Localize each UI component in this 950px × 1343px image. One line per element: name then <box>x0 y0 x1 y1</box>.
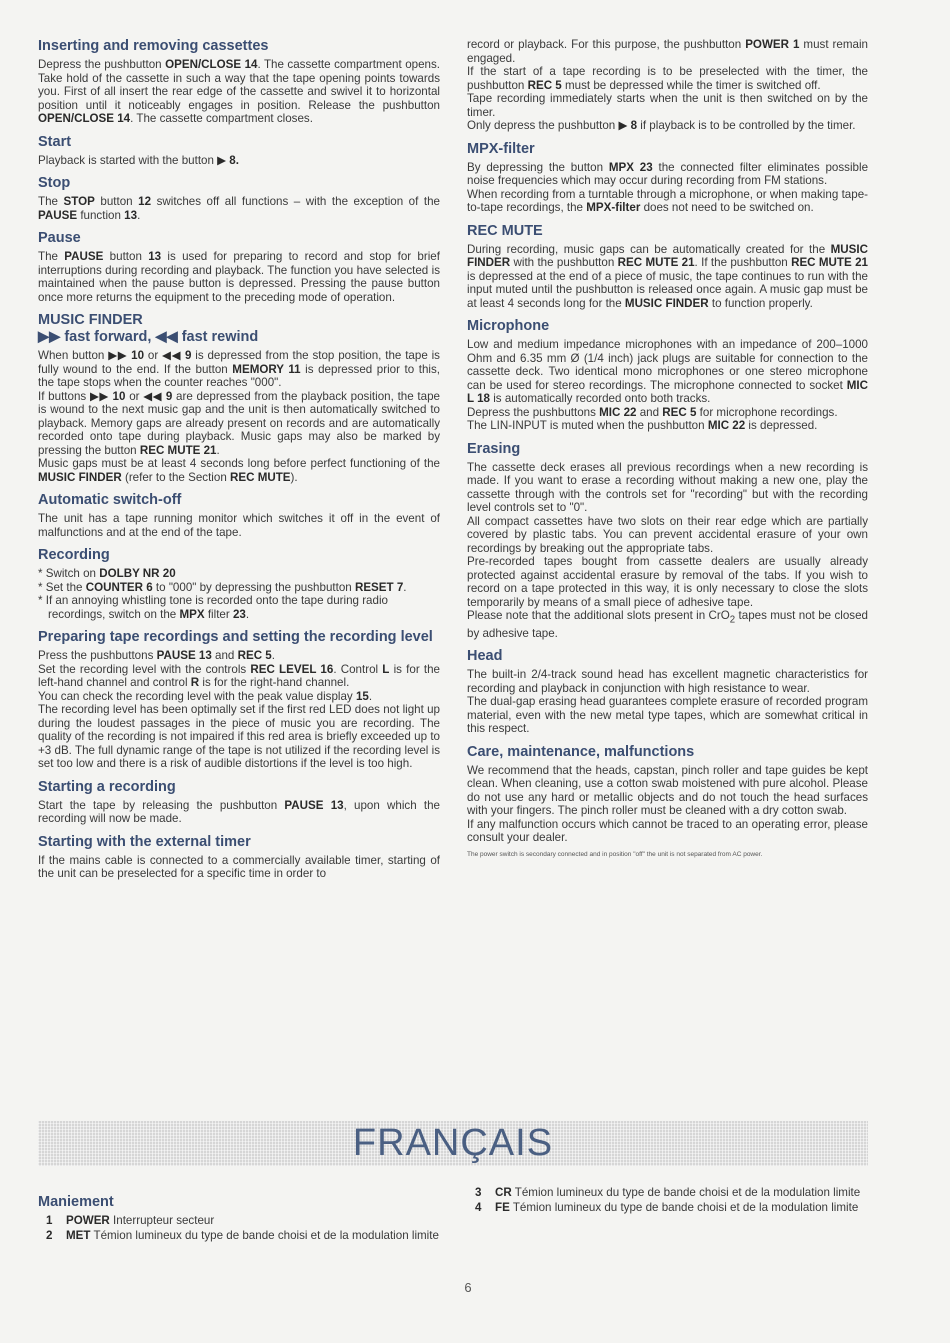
section-title-stop: Stop <box>38 175 71 191</box>
paragraph-erasing-3: Pre-recorded tapes bought from cassette dealers are usually already protected against accidental erasure by removal of the tabs. If you wish to record on a tape protected in this way, it is only necessary to close the slots temporarily by means of a small piece of adhesive tape. <box>467 555 868 609</box>
paragraph-head-2: The dual-gap erasing head guarantees complete erasure of recorded program material, even with the new metal type tapes, which are somewhat critical in this respect. <box>467 695 868 736</box>
francais-right-column <box>467 1186 868 1215</box>
paragraph-rec-mute: During recording, music gaps can be automatically created for the MUSIC FINDER with the pushbutton REC MUTE 21. If the pushbutton REC MUTE 21 is depressed at the end of a piece of music, the tape continues to run with the input muted until the pushbutton is released once again. A music gap must be at least 4 seconds long for the MUSIC FINDER to function properly. <box>467 242 868 310</box>
paragraph-preparing-1: Press the pushbuttons PAUSE 13 and REC 5. <box>38 649 275 662</box>
paragraph-care-2: If any malfunction occurs which cannot be traced to an operating error, please consult your dealer. <box>467 817 868 845</box>
controls-list <box>467 1186 868 1214</box>
section-title-external-timer: Starting with the external timer <box>38 833 251 850</box>
paragraph-erasing-4: Please note that the additional slots present in CrO$_2$ tapes must not be closed by adhesive tape. <box>467 609 868 640</box>
section-title-recording: Recording <box>38 547 110 563</box>
paragraph-preparing-2: Set the recording level with the controls REC LEVEL 16. Control L is for the left-hand channel and control R is for the right-hand channel. <box>38 662 440 689</box>
language-banner <box>38 1121 868 1166</box>
section-title-microphone: Microphone <box>467 318 550 334</box>
paragraph-preparing-4: The recording level has been optimally set if the first red LED does not light up during the loudest passages in the piece of music you are recording. The quality of the recording is not impaired if this red area is briefly exceeded up to +3 dB. The full dynamic range of the tape is not utilized if the recording level is set too low and there is a risk of audible distortions if the level is too high. <box>38 703 440 770</box>
paragraph-microphone-1: Low and medium impedance microphones with an impedance of 200–1000 Ohm and 6.35 mm Ø (1/4 inch) jack plugs are suitable for connection to the cassette deck. Two identical mono microphones or one stereo microphone can be used for stereo recordings. The microphone connected to socket MIC L 18 is automatically recorded onto both tracks. <box>467 338 868 405</box>
paragraph-care-1: We recommend that the heads, capstan, pinch roller and tape guides be kept clean. When cleaning, use a cotton swab moistened with pure alcohol. Please do not use any hard or metallic objects and do not touch the head surfaces with your fingers. The pinch roller must be cleaned with a dry cotton swab. <box>467 763 868 818</box>
section-title-preparing: Preparing tape recordings and setting the recording level <box>38 629 433 645</box>
paragraph-microphone-2: Depress the pushbuttons MIC 22 and REC 5 for microphone recordings. <box>467 405 838 419</box>
list-item: 3 CR Témion lumineux du type de bande choisi et de la modulation limite <box>475 1186 861 1199</box>
section-title-maniement: Maniement <box>38 1194 114 1210</box>
section-title-music-finder: MUSIC FINDER <box>38 312 143 328</box>
paragraph-external-timer-5: Only depress the pushbutton ▶ 8 if playback is to be controlled by the timer. <box>467 119 856 132</box>
paragraph-mpx-1: By depressing the button MPX 23 the connected filter eliminates possible noise frequencies which may occur during recording from FM stations. <box>467 160 869 187</box>
page-number: 6 <box>464 1280 472 1295</box>
paragraph-stop: The STOP button 12 switches off all functions – with the exception of the PAUSE function 13. <box>38 195 440 222</box>
paragraph-starting-recording: Start the tape by releasing the pushbutton PAUSE 13, upon which the recording will now be made. <box>38 798 441 825</box>
recording-list <box>38 567 440 621</box>
list-item: * Set the COUNTER 6 to "000" by depressing the pushbutton RESET 7. <box>38 580 407 594</box>
paragraph-external-timer-4: Tape recording immediately starts when the unit is then switched on by the timer. <box>467 92 868 119</box>
paragraph-erasing-1: The cassette deck erases all previous recordings when a new recording is made. If you want to erase a recording without making a new one, play the cassette through with the controls set for "recording" but with the recording level controls set to "0". <box>467 460 868 514</box>
section-title-mpx-filter: MPX-filter <box>467 140 535 157</box>
paragraph-mpx-2: When recording from a turntable through a microphone, or when making tape-to-tape recordings, the MPX-filter does not need to be switched on. <box>467 187 868 214</box>
section-title-head: Head <box>467 648 503 665</box>
section-title-auto-switch-off: Automatic switch-off <box>38 492 182 508</box>
paragraph-microphone-3: The LIN-INPUT is muted when the pushbutton MIC 22 is depressed. <box>467 419 818 432</box>
section-title-start: Start <box>38 133 72 150</box>
banner-title: FRANÇAIS <box>352 1122 554 1164</box>
paragraph-music-finder-2: If buttons ▶▶ 10 or ◀◀ 9 are depressed from the playback position, the tape is wound to the next music gap and the unit is then automatically switched to playback. Memory gaps are already present on records and are automatically recorded onto tape during playback. Music gaps may also be marked by pressing the button REC MUTE 21. <box>38 389 440 457</box>
list-item: * Switch on DOLBY NR 20 <box>38 567 176 580</box>
section-title-pause: Pause <box>38 230 81 246</box>
controls-list <box>38 1214 440 1242</box>
section-title-care: Care, maintenance, malfunctions <box>467 743 695 760</box>
list-item: * If an annoying whistling tone is recorded onto the tape during radio recordings, switch on the MPX filter 23. <box>38 594 388 621</box>
section-title-starting-recording: Starting a recording <box>38 778 176 795</box>
section-title-inserting: Inserting and removing cassettes <box>38 38 269 54</box>
list-item: 4 FE Témion lumineux du type de bande choisi et de la modulation limite <box>475 1200 859 1214</box>
paragraph-external-timer-1: If the mains cable is connected to a commercially available timer, starting of the unit can be preselected for a specific time in order to <box>38 853 440 880</box>
list-item: 1 POWER Interrupteur secteur <box>46 1214 215 1227</box>
footnote: The power switch is secondary connected and in position "off" the unit is not separated from AC power. <box>467 850 763 858</box>
paragraph-pause: The PAUSE button 13 is used for preparing to record and stop for brief interruptions during recording and playback. The function you have selected is maintained when the pause button is depressed. Pressing the pause button once more returns the equipment to the preceding mode of operation. <box>38 250 440 304</box>
paragraph-music-finder-3: Music gaps must be at least 4 seconds long before perfect functioning of the MUSIC FINDER (refer to the Section REC MUTE). <box>38 457 440 484</box>
paragraph-start: Playback is started with the button ▶ 8. <box>38 153 239 167</box>
paragraph-preparing-3: You can check the recording level with the peak value display 15. <box>38 689 373 703</box>
section-title-rec-mute: REC MUTE <box>467 222 543 239</box>
paragraph-external-timer-2: record or playback. For this purpose, the pushbutton POWER 1 must remain engaged. <box>467 38 868 65</box>
paragraph-inserting: Depress the pushbutton OPEN/CLOSE 14. The cassette compartment opens. Take hold of the cassette in such a way that the tape opening points towards you. First of all insert the rear edge of the cassette and swivel it to horizontal position until it noticeably engages in position. Release the pushbutton OPEN/CLOSE 14. The cassette compartment closes. <box>38 58 441 125</box>
section-title-fast-forward: ▶▶ fast forward, ◀◀ fast rewind <box>38 329 259 345</box>
paragraph-music-finder-1: When button ▶▶ 10 or ◀◀ 9 is depressed from the stop position, the tape is fully wound to the end. If the button MEMORY 11 is depressed prior to this, the tape stops when the counter reaches "000". <box>38 349 441 389</box>
francais-left-column <box>38 1186 440 1243</box>
paragraph-auto-switch-off: The unit has a tape running monitor which switches it off in the event of malfunctions and at the end of the tape. <box>38 512 440 539</box>
list-item: 2 MET Témion lumineux du type de bande choisi et de la modulation limite <box>46 1228 439 1242</box>
paragraph-head-1: The built-in 2/4-track sound head has excellent magnetic characteristics for recording and playback in conjunction with high resistance to wear. <box>467 668 868 695</box>
paragraph-erasing-2: All compact cassettes have two slots on their rear edge which are partially covered by plastic tabs. You can prevent accidental erasure of your own recordings by breaking out the appropriate tabs. <box>467 514 868 555</box>
right-column <box>467 38 868 859</box>
section-title-erasing: Erasing <box>467 440 521 457</box>
paragraph-external-timer-3: If the start of a tape recording is to be preselected with the timer, the pushbutton REC 5 must be depressed while the timer is switched off. <box>467 65 868 92</box>
left-column <box>38 38 440 881</box>
